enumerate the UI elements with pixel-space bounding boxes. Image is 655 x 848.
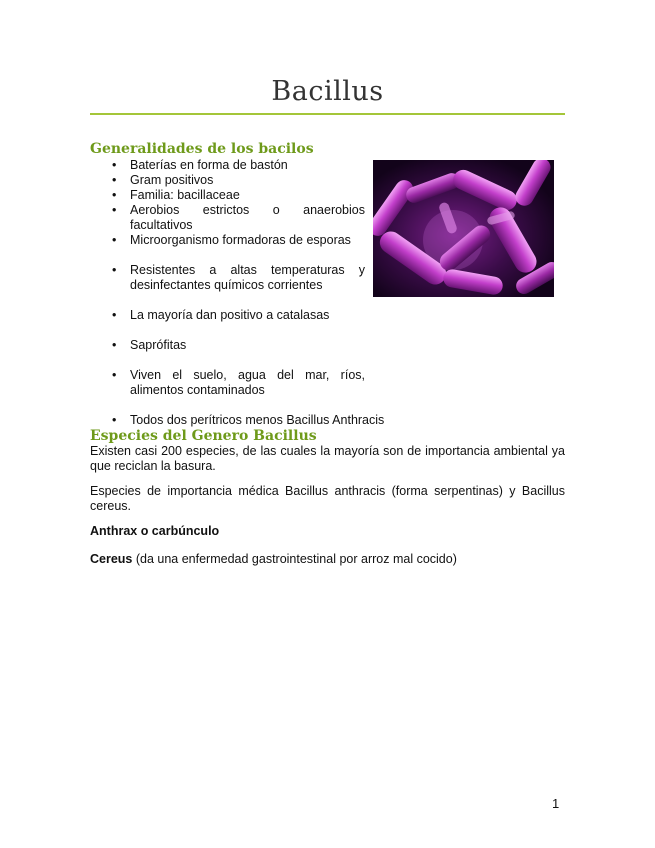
paragraph-cereus [90, 552, 565, 567]
bullet-list [90, 158, 385, 428]
page-title: Bacillus [271, 76, 384, 107]
cereus-description: (da una enfermedad gastrointestinal por arroz mal cocido) [132, 552, 457, 566]
subheading-anthrax: Anthrax o carbúnculo [90, 524, 220, 538]
paragraph: Existen casi 200 especies, de las cuales la mayoría son de importancia ambiental ya que reciclan la basura. [90, 444, 565, 473]
paragraph: Especies de importancia médica Bacillus anthracis (forma serpentinas) y Bacillus cereus. [90, 484, 565, 513]
cereus-label: Cereus [90, 552, 133, 566]
list-item: • Resistentes a altas temperaturas y desinfectantes químicos corrientes [90, 263, 365, 293]
list-item: • Todos dos perítricos menos Bacillus Anthracis [90, 413, 560, 428]
list-item: • Aerobios estrictos o anaerobios facultativos [90, 203, 365, 233]
list-item: • Baterías en forma de bastón [90, 158, 365, 173]
page-number: 1 [552, 796, 560, 811]
section-heading-generalidades: Generalidades de los bacilos [90, 141, 314, 157]
section-heading-especies: Especies del Genero Bacillus [90, 428, 317, 444]
list-item: • Familia: bacillaceae [90, 188, 365, 203]
list-item: • Gram positivos [90, 173, 365, 188]
bacteria-illustration [373, 160, 554, 297]
title-underline [90, 113, 565, 115]
list-item: • Viven el suelo, agua del mar, ríos, alimentos contaminados [90, 368, 365, 398]
list-item: • Saprófitas [90, 338, 365, 353]
bacteria-image [373, 160, 554, 297]
list-item: • La mayoría dan positivo a catalasas [90, 308, 365, 323]
list-item: • Microorganismo formadoras de esporas [90, 233, 365, 248]
